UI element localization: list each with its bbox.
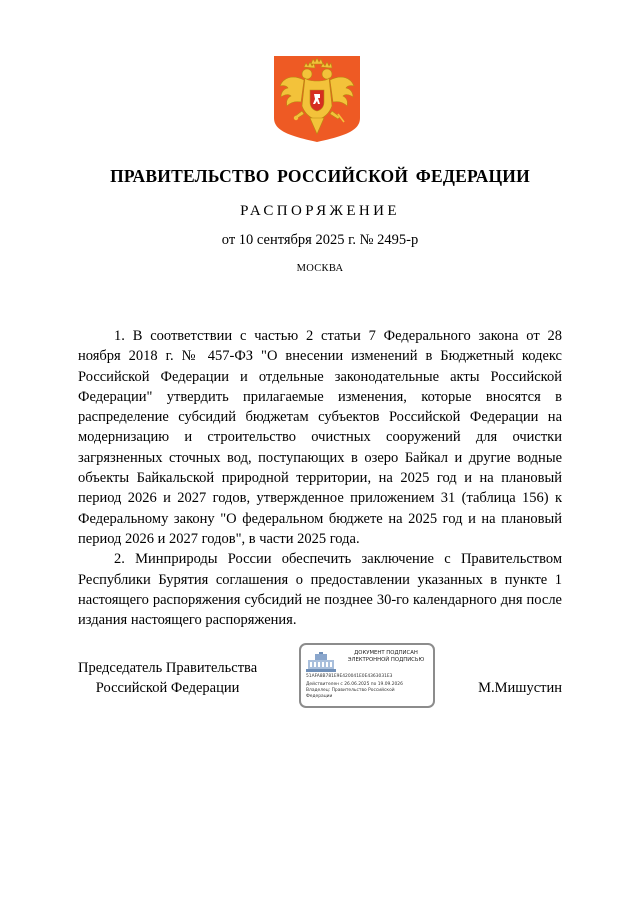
- signer-position-line-1: Председатель Правительства: [78, 660, 258, 676]
- document-body: [78, 326, 562, 630]
- document-type: РАСПОРЯЖЕНИЕ: [240, 203, 400, 219]
- paragraph-2: 2. Минприроды России обеспечить заключение с Правительством Республики Бурятия соглашения о предоставлении указанных в пункте 1 настоящего распоряжения субсидий не позднее 30-го календарного дня после издания настоящего распоряжения.: [78, 551, 562, 629]
- russian-coat-of-arms-icon: [274, 56, 360, 142]
- signer-position: [78, 658, 257, 698]
- signer-position-line-2: Российской Федерации: [95, 680, 240, 696]
- electronic-signature-stamp: [299, 643, 435, 708]
- certificate-owner-line-1: Владелец: Правительство Российской: [306, 688, 395, 693]
- government-building-icon: [306, 650, 336, 672]
- signature-stamp-title: [339, 650, 433, 664]
- document-date-number: от 10 сентября 2025 г. № 2495-р: [221, 232, 419, 248]
- document-city: МОСКВА: [296, 263, 344, 274]
- signer-name: М.Мишустин: [478, 680, 562, 696]
- certificate-number: 51AFA8B781E9E420041E0E4363031E3: [306, 674, 393, 679]
- signature-stamp-title-line-1: ДОКУМЕНТ ПОДПИСАН: [354, 650, 418, 656]
- certificate-owner-line-2: Федерации: [306, 694, 333, 699]
- signature-stamp-title-line-2: ЭЛЕКТРОННОЙ ПОДПИСЬЮ: [347, 657, 425, 663]
- government-title: ПРАВИТЕЛЬСТВО РОССИЙСКОЙ ФЕДЕРАЦИИ: [110, 166, 530, 186]
- paragraph-1: 1. В соответствии с частью 2 статьи 7 Федерального закона от 28 ноября 2018 г. № 457-ФЗ "О внесении изменений в Бюджетный кодекс Российской Федерации и отдельные законодательные акты Российской Федерации" утвердить прилагаемые изменения, которые вносятся в распределение субсидий бюджетам субъектов Российской Федерации на модернизацию и строительство очистных сооружений для очистки загрязненных сточных вод, поступающих в озеро Байкал и другие водные объекты Байкальской природной территории, на 2025 год и на плановый период 2026 и 2027 годов, утвержденное приложением 31 (таблица 156) к Федеральному закону "О федеральном бюджете на 2025 год и на плановый период 2026 и 2027 годов", в части 2025 года.: [78, 328, 562, 547]
- certificate-validity: Действителен с 26.06.2025 по 19.09.2026: [306, 682, 403, 687]
